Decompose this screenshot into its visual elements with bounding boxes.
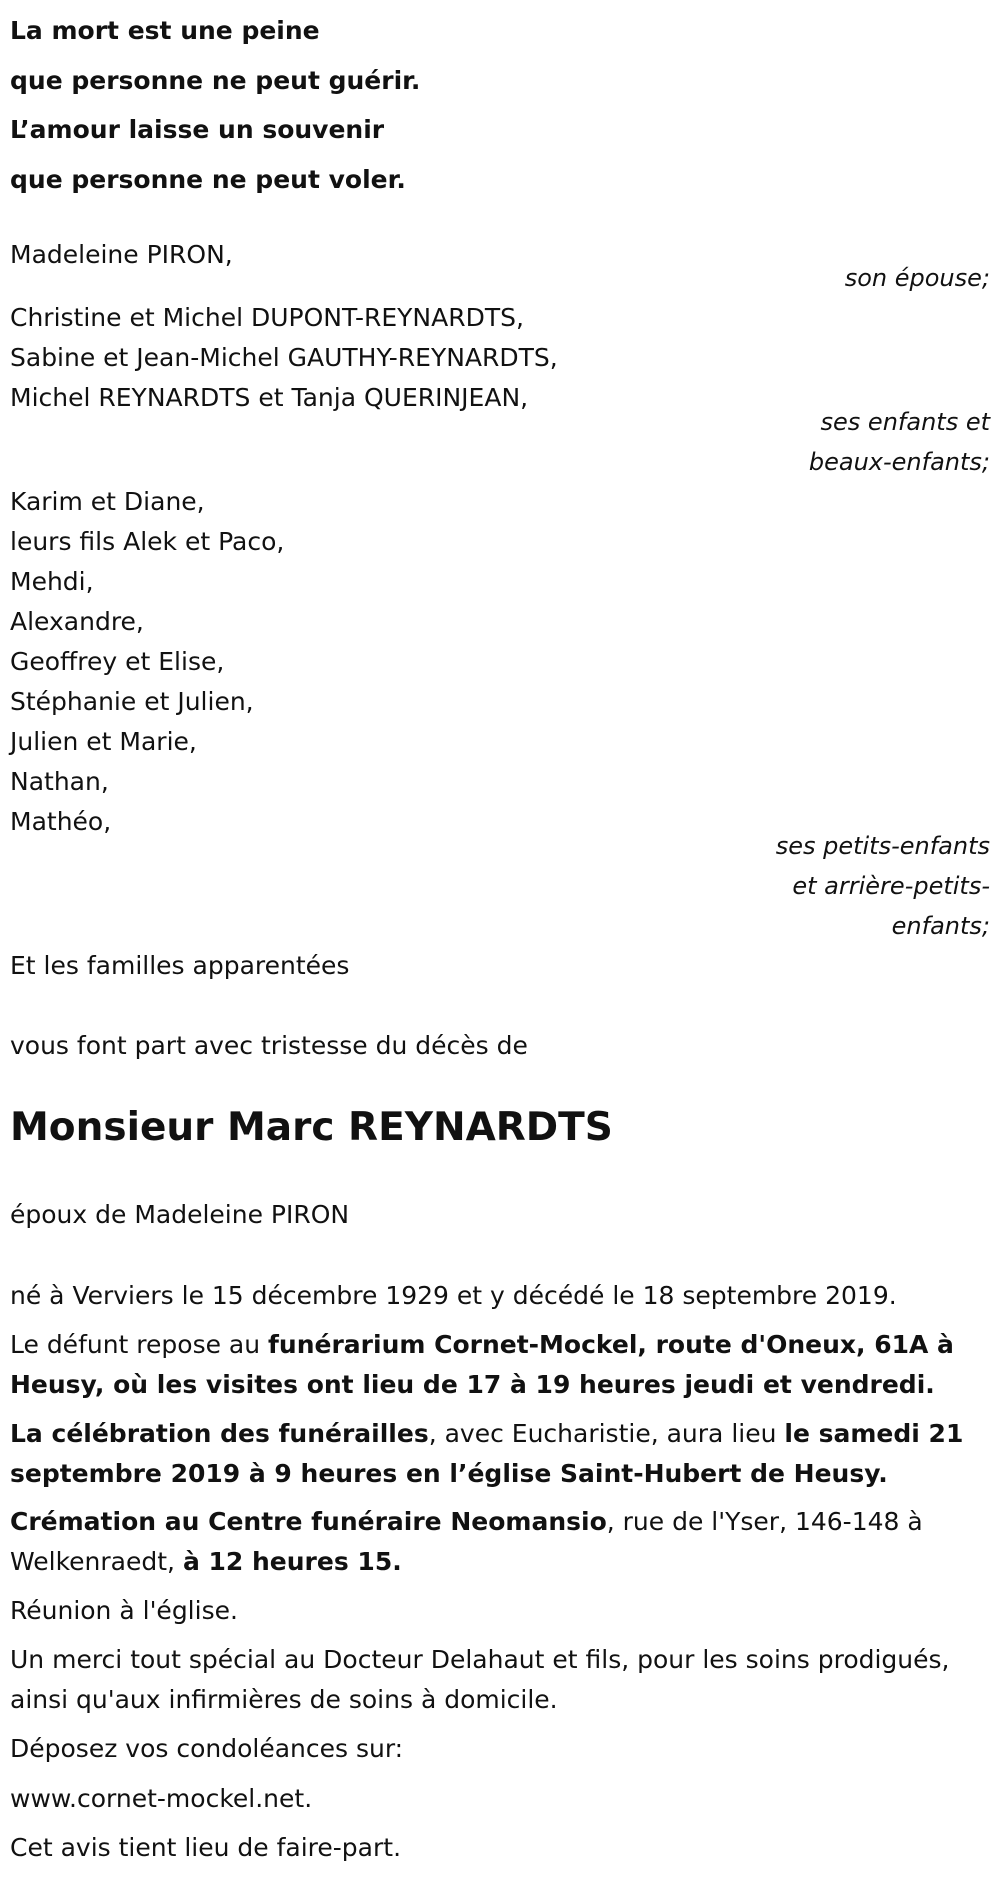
funeral-date: le samedi 21 septembre 2019 à 9 heures en l’église Saint-Hubert de Heusy. (10, 1419, 964, 1488)
grandchild-name: Julien et Marie, (10, 727, 197, 756)
cremation-address: , rue de l'Yser, 146-148 à Welkenraedt, (10, 1507, 923, 1576)
grandchild-name: Mehdi, (10, 567, 94, 596)
grandchild-name: Mathéo, (10, 807, 112, 836)
poem-line: que personne ne peut voler. (10, 164, 406, 194)
repose-lead: Le défunt repose au (10, 1330, 269, 1359)
closing-note: Cet avis tient lieu de faire-part. (10, 1833, 402, 1862)
reunion-note: Réunion à l'église. (10, 1596, 238, 1625)
poem (10, 6, 420, 204)
poem-line: L’amour laisse un souvenir (10, 115, 385, 144)
website-link[interactable]: www.cornet-mockel.net. (10, 1784, 313, 1813)
funeral-label: La célébration des funérailles (10, 1419, 429, 1448)
repose-location: funérarium Cornet-Mockel, route d'Oneux, 61A à Heusy, où les visites ont lieu de 17 à 19 heures jeudi et vendredi. (10, 1330, 954, 1399)
poem-line: La mort est une peine (10, 16, 320, 45)
grandchild-name: leurs fils Alek et Paco, (10, 527, 285, 556)
grandchild-name: Nathan, (10, 767, 109, 796)
spouse-of: époux de Madeleine PIRON (10, 1200, 350, 1229)
spouse-role: son épouse; (844, 264, 990, 292)
grandchild-name: Karim et Diane, (10, 487, 205, 516)
cremation-time: à 12 heures 15. (182, 1547, 402, 1576)
grandchildren-role: enfants; (891, 912, 990, 940)
grandchild-name: Alexandre, (10, 607, 144, 636)
condolences-note: Déposez vos condoléances sur: (10, 1734, 404, 1763)
funeral-info (10, 1414, 990, 1494)
grandchildren-role: et arrière-petits- (792, 872, 990, 900)
poem-line: que personne ne peut guérir. (10, 65, 421, 95)
child-name: Christine et Michel DUPONT-REYNARDTS, (10, 303, 524, 332)
child-name: Michel REYNARDTS et Tanja QUERINJEAN, (10, 383, 529, 412)
cremation-label: Crémation au Centre funéraire Neomansio (10, 1507, 607, 1536)
cremation-info (10, 1502, 990, 1582)
thanks-note: Un merci tout spécial au Docteur Delahaut et fils, pour les soins prodigués, ainsi qu'aux infirmières de soins à domicile. (10, 1645, 950, 1714)
grandchildren-role: ses petits-enfants (775, 832, 990, 860)
child-name: Sabine et Jean-Michel GAUTHY-REYNARDTS, (10, 343, 558, 372)
children-role: ses enfants et (820, 408, 990, 436)
announcement: vous font part avec tristesse du décès de (10, 1031, 528, 1060)
children-role: beaux-enfants; (808, 448, 990, 476)
deceased-name: Monsieur Marc REYNARDTS (10, 1105, 613, 1150)
birth-death: né à Verviers le 15 décembre 1929 et y décédé le 18 septembre 2019. (10, 1281, 897, 1310)
repose-info (10, 1325, 990, 1405)
families-line: Et les familles apparentées (10, 951, 350, 980)
funeral-mid: , avec Eucharistie, aura lieu (428, 1419, 785, 1448)
grandchild-name: Stéphanie et Julien, (10, 687, 254, 716)
grandchild-name: Geoffrey et Elise, (10, 647, 225, 676)
spouse-name: Madeleine PIRON, (10, 240, 233, 269)
